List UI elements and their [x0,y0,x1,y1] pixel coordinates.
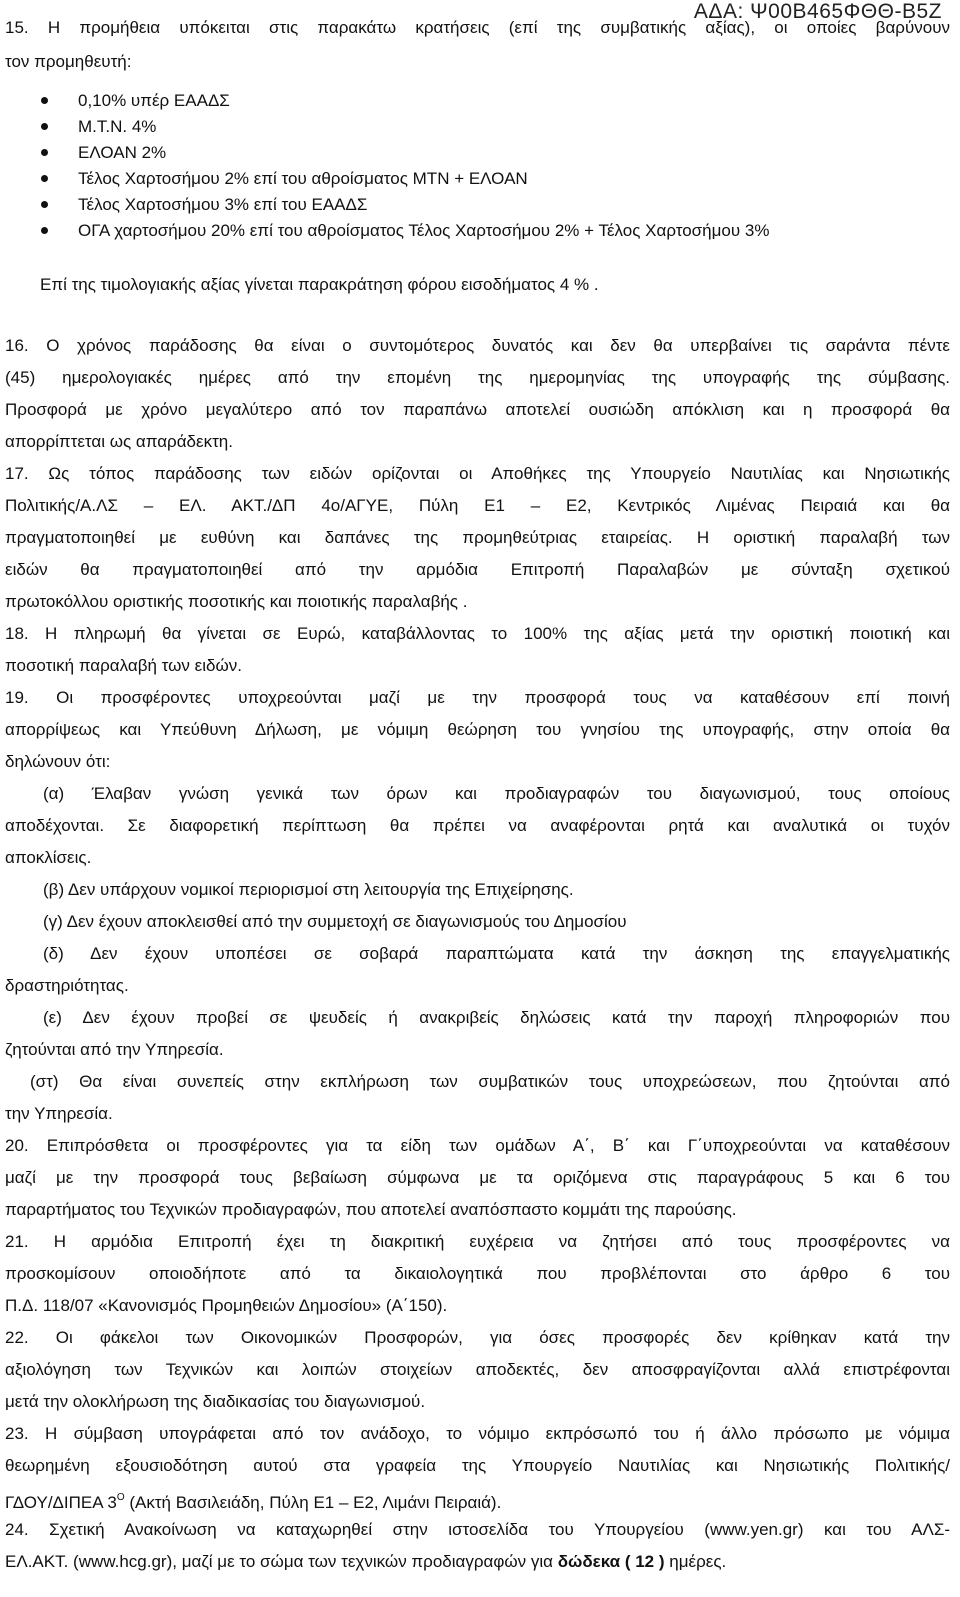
superscript: Ο [116,1492,125,1503]
paragraph-line: 21. Η αρμόδια Επιτροπή έχει τη διακριτική ευχέρεια να ζητήσει από τους προσφέροντες να [5,1232,950,1251]
paragraph-line: 23. Η σύμβαση υπογράφεται από τον ανάδοχο, το νόμιμο εκπρόσωπό του ή άλλο πρόσωπο με νόμιμα [5,1424,950,1443]
declaration-item: (α) Έλαβαν γνώση γενικά των όρων και προδιαγραφών του διαγωνισμού, τους οποίους [43,784,950,803]
bullet-dot [41,123,48,130]
paragraph-line: μετά την ολοκλήρωση της διαδικασίας του διαγωνισμού. [5,1392,426,1411]
paragraph-line: αποδέχονται. Σε διαφορετική περίπτωση θα πρέπει να αναφέρονται ρητά και αναλυτικά οι τυχόν [5,816,950,835]
deduction-item: Τέλος Χαρτοσήμου 3% επί του ΕΑΑΔΣ [78,195,368,214]
line-text: ημέρες. [664,1552,727,1571]
bullet-dot [41,149,48,156]
paragraph-line: 22. Οι φάκελοι των Οικονομικών Προσφορών, για όσες προσφορές δεν κρίθηκαν κατά την [5,1328,950,1347]
paragraph-line: θεωρημένη εξουσιοδότηση αυτού στα γραφεία της Υπουργείο Ναυτιλίας και Νησιωτικής Πολιτικής/ [5,1456,950,1475]
paragraph-line: αποκλίσεις. [5,848,92,867]
deduction-item: Τέλος Χαρτοσήμου 2% επί του αθροίσματος ΜΤΝ + ΕΛΟΑΝ [78,169,528,188]
paragraph-line: προσκομίσουν οποιοδήποτε από τα δικαιολογητικά που προβλέπονται στο άρθρο 6 του [5,1264,950,1283]
declaration-item: (ε) Δεν έχουν προβεί σε ψευδείς ή ανακριβείς δηλώσεις κατά την παροχή πληροφοριών που [43,1008,950,1027]
paragraph-line: 17. Ως τόπος παράδοσης των ειδών ορίζονται οι Αποθήκες της Υπουργείο Ναυτιλίας και Νησιωτικής [5,464,950,483]
paragraph-line [5,1550,950,1574]
paragraph-line: (45) ημερολογιακές ημέρες από την επομένη της ημερομηνίας της υπογραφής της σύμβασης. [5,368,950,387]
bullet-dot [41,201,48,208]
paragraph-line: 19. Οι προσφέροντες υποχρεούνται μαζί με την προσφορά τους να καταθέσουν επί ποινή [5,688,950,707]
watermark-ada: ΑΔΑ: Ψ00Β465ΦΘΘ-Β5Ζ [693,0,942,23]
declaration-item: (β) Δεν υπάρχουν νομικοί περιορισμοί στη λειτουργία της Επιχείρησης. [43,880,574,899]
paragraph-line: Π.Δ. 118/07 «Κανονισμός Προμηθειών Δημοσίου» (Α΄150). [5,1296,448,1315]
line-text: (Ακτή Βασιλειάδη, Πύλη Ε1 – Ε2, Λιμάνι Πειραιά). [124,1493,502,1512]
paragraph-line: ειδών θα πραγματοποιηθεί από την αρμόδια Επιτροπή Παραλαβών με σύνταξη σχετικού [5,560,950,579]
tax-withholding-note: Επί της τιμολογιακής αξίας γίνεται παρακράτηση φόρου εισοδήματος 4 % . [40,275,599,294]
paragraph-line: ζητούνται από την Υπηρεσία. [5,1040,224,1059]
declaration-item: (δ) Δεν έχουν υποπέσει σε σοβαρά παραπτώματα κατά την άσκηση της επαγγελματικής [43,944,950,963]
section-15-intro: 15. Η προμήθεια υπόκειται στις παρακάτω κρατήσεις (επί της συμβατικής αξίας), οι οποίες βαρύνουν [5,18,950,37]
paragraph-line: δηλώνουν ότι: [5,752,111,771]
paragraph-line: 24. Σχετική Ανακοίνωση να καταχωρηθεί στην ιστοσελίδα του Υπουργείου (www.yen.gr) και του ΑΛΣ- [5,1520,950,1539]
paragraph-line: παραρτήματος του Τεχνικών προδιαγραφών, που αποτελεί αναπόσπαστο κομμάτι της παρούσης. [5,1200,737,1219]
deduction-item: 0,10% υπέρ ΕΑΑΔΣ [78,91,230,110]
declaration-item: (γ) Δεν έχουν αποκλεισθεί από την συμμετοχή σε διαγωνισμούς του Δημοσίου [43,912,627,931]
paragraph-line: αξιολόγηση των Τεχνικών και λοιπών στοιχείων αποδεκτές, δεν αποσφραγίζονται αλλά επιστρέφονται [5,1360,950,1379]
paragraph-line: πραγματοποιηθεί με ευθύνη και δαπάνες της προμηθεύτριας εταιρείας. Η οριστική παραλαβή των [5,528,950,547]
paragraph-line: δραστηριότητας. [5,976,129,995]
paragraph-line: Πολιτικής/Α.ΛΣ – ΕΛ. ΑΚΤ./ΔΠ 4ο/ΑΓΥΕ, Πύλη Ε1 – Ε2, Κεντρικός Λιμένας Πειραιά και θα [5,496,950,515]
section-15-intro-cont: τον προμηθευτή: [5,52,132,71]
deduction-item: ΕΛΟΑΝ 2% [78,143,167,162]
paragraph-line: απορρίψεως και Υπεύθυνη Δήλωση, με νόμιμη θεώρηση του γνησίου της υπογραφής, στην οποία θα [5,720,950,739]
bullet-dot [41,227,48,234]
paragraph-line: απορρίπτεται ως απαράδεκτη. [5,432,233,451]
paragraph-line: την Υπηρεσία. [5,1104,113,1123]
bullet-dot [41,97,48,104]
paragraph-line: 16. Ο χρόνος παράδοσης θα είναι ο συντομότερος δυνατός και δεν θα υπερβαίνει τις σαράντα πέντε [5,336,950,355]
bullet-dot [41,175,48,182]
paragraph-line: μαζί με την προσφορά τους βεβαίωση σύμφωνα με τα οριζόμενα στις παραγράφους 5 και 6 του [5,1168,950,1187]
paragraph-line: 20. Επιπρόσθετα οι προσφέροντες για τα είδη των ομάδων Α΄, Β΄ και Γ΄υποχρεούνται να καταθέσουν [5,1136,950,1155]
paragraph-line [5,1486,950,1515]
paragraph-line: πρωτοκόλλου οριστικής ποσοτικής και ποιοτικής παραλαβής . [5,592,468,611]
paragraph-line: Προσφορά με χρόνο μεγαλύτερο από τον παραπάνω αποτελεί ουσιώδη απόκλιση και η προσφορά θα [5,400,950,419]
days-emphasis: δώδεκα ( 12 ) [557,1552,665,1571]
deduction-item: ΟΓΑ χαρτοσήμου 20% επί του αθροίσματος Τέλος Χαρτοσήμου 2% + Τέλος Χαρτοσήμου 3% [78,221,770,240]
declaration-item: (στ) Θα είναι συνεπείς στην εκπλήρωση των συμβατικών τους υποχρεώσεων, που ζητούνται από [30,1072,950,1091]
deduction-item: Μ.Τ.Ν. 4% [78,117,157,136]
paragraph-line: 18. Η πληρωμή θα γίνεται σε Ευρώ, καταβάλλοντας το 100% της αξίας μετά την οριστική ποιοτική και [5,624,950,643]
line-text: ΓΔΟΥ/ΔΙΠΕΑ 3 [5,1493,117,1512]
paragraph-line: ποσοτική παραλαβή των ειδών. [5,656,242,675]
line-text: ΕΛ.ΑΚΤ. (www.hcg.gr), μαζί με το σώμα των τεχνικών προδιαγραφών για [5,1552,558,1571]
